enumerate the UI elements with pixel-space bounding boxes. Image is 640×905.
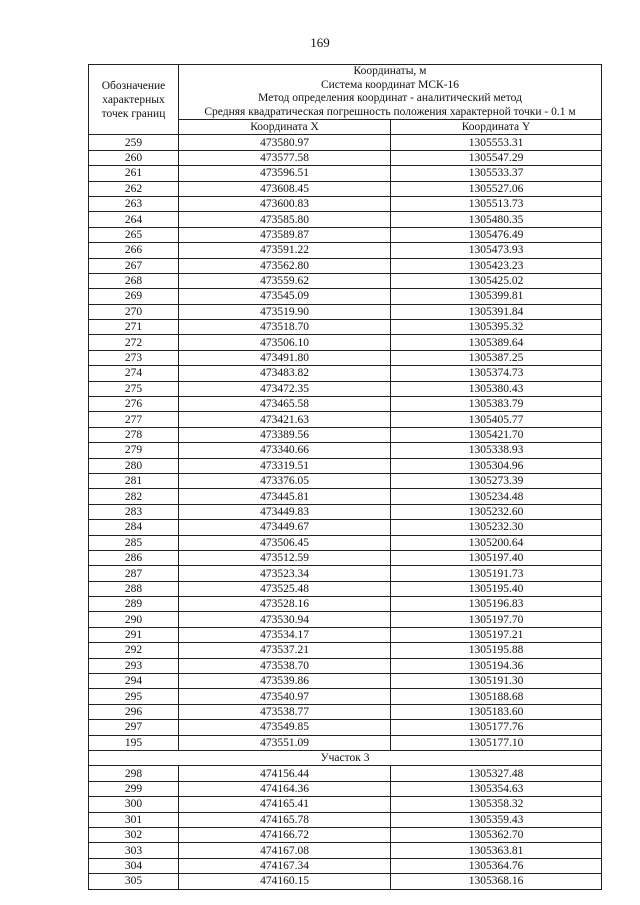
coord-y-cell: 1305177.10	[391, 735, 602, 750]
coord-x-cell: 473545.09	[179, 289, 391, 304]
coord-y-cell: 1305368.16	[391, 874, 602, 889]
header-line: Обозначение	[101, 79, 166, 92]
coord-y-cell: 1305374.73	[391, 366, 602, 381]
coord-x-cell: 473389.56	[179, 427, 391, 442]
coord-x-cell: 473376.05	[179, 473, 391, 488]
table-row	[89, 520, 602, 535]
coord-y-cell: 1305399.81	[391, 289, 602, 304]
coord-x-cell: 474167.08	[179, 843, 391, 858]
coord-x-cell: 474167.34	[179, 858, 391, 873]
table-row	[89, 212, 602, 227]
table-row	[89, 627, 602, 642]
coord-y-cell: 1305196.83	[391, 597, 602, 612]
coord-y-cell: 1305476.49	[391, 227, 602, 242]
coord-y-cell: 1305232.60	[391, 504, 602, 519]
table-row	[89, 797, 602, 812]
point-id-cell: 266	[89, 243, 179, 258]
point-id-cell: 284	[89, 520, 179, 535]
table-row	[89, 473, 602, 488]
coord-y-cell: 1305364.76	[391, 858, 602, 873]
point-id-cell: 265	[89, 227, 179, 242]
point-id-cell: 291	[89, 627, 179, 642]
table-row	[89, 720, 602, 735]
coord-x-cell: 473539.86	[179, 674, 391, 689]
coord-y-cell: 1305234.48	[391, 489, 602, 504]
coordinates-header	[179, 65, 602, 120]
coord-y-cell: 1305194.36	[391, 658, 602, 673]
coord-y-cell: 1305363.81	[391, 843, 602, 858]
point-id-cell: 277	[89, 412, 179, 427]
coord-x-cell: 474165.78	[179, 812, 391, 827]
coord-x-cell: 473585.80	[179, 212, 391, 227]
coord-y-cell: 1305513.73	[391, 196, 602, 211]
coord-y-cell: 1305338.93	[391, 443, 602, 458]
point-id-cell: 287	[89, 566, 179, 581]
table-row	[89, 689, 602, 704]
table-row	[89, 735, 602, 750]
table-row	[89, 597, 602, 612]
coord-x-cell: 474165.41	[179, 797, 391, 812]
table-body	[89, 135, 602, 889]
section-row	[89, 751, 602, 766]
coord-y-cell: 1305197.70	[391, 612, 602, 627]
coord-y-cell: 1305527.06	[391, 181, 602, 196]
point-id-cell: 286	[89, 550, 179, 565]
table-row	[89, 489, 602, 504]
table-row	[89, 566, 602, 581]
table-row	[89, 781, 602, 796]
point-id-cell: 288	[89, 581, 179, 596]
coord-x-cell: 473559.62	[179, 273, 391, 288]
point-id-cell: 273	[89, 350, 179, 365]
coord-x-cell: 473577.58	[179, 150, 391, 165]
point-id-cell: 275	[89, 381, 179, 396]
table-row	[89, 289, 602, 304]
table-row	[89, 273, 602, 288]
header-line: Система координат МСК-16	[320, 78, 460, 91]
point-id-cell: 269	[89, 289, 179, 304]
coord-x-cell: 473530.94	[179, 612, 391, 627]
coord-y-cell: 1305473.93	[391, 243, 602, 258]
table-row	[89, 827, 602, 842]
coord-x-cell: 473589.87	[179, 227, 391, 242]
point-id-cell: 283	[89, 504, 179, 519]
coord-x-cell: 474166.72	[179, 827, 391, 842]
point-id-cell: 295	[89, 689, 179, 704]
table-row	[89, 427, 602, 442]
point-id-cell: 302	[89, 827, 179, 842]
point-id-cell: 305	[89, 874, 179, 889]
table-row	[89, 550, 602, 565]
table-row	[89, 350, 602, 365]
coord-y-cell: 1305480.35	[391, 212, 602, 227]
table-row	[89, 504, 602, 519]
table-row	[89, 674, 602, 689]
point-id-cell: 276	[89, 397, 179, 412]
table-row	[89, 135, 602, 150]
header-line: точек границ	[101, 107, 166, 120]
table-row	[89, 150, 602, 165]
coord-y-cell: 1305273.39	[391, 473, 602, 488]
point-id-cell: 297	[89, 720, 179, 735]
point-id-cell: 298	[89, 766, 179, 781]
coord-x-cell: 473449.67	[179, 520, 391, 535]
point-id-cell: 279	[89, 443, 179, 458]
coord-y-cell: 1305423.23	[391, 258, 602, 273]
point-label-header	[89, 65, 179, 135]
coord-x-cell: 473465.58	[179, 397, 391, 412]
coord-y-cell: 1305232.30	[391, 520, 602, 535]
point-id-cell: 281	[89, 473, 179, 488]
coord-y-cell: 1305362.70	[391, 827, 602, 842]
point-id-cell: 274	[89, 366, 179, 381]
table-row	[89, 874, 602, 889]
header-line: характерных	[102, 93, 165, 106]
coord-y-cell: 1305191.73	[391, 566, 602, 581]
coord-x-cell: 474160.15	[179, 874, 391, 889]
point-id-cell: 293	[89, 658, 179, 673]
coord-x-cell: 473525.48	[179, 581, 391, 596]
table-row	[89, 366, 602, 381]
column-x-header: Координата X	[179, 120, 391, 135]
point-id-cell: 280	[89, 458, 179, 473]
table-row	[89, 658, 602, 673]
coord-y-cell: 1305354.63	[391, 781, 602, 796]
coord-x-cell: 473608.45	[179, 181, 391, 196]
point-id-cell: 270	[89, 304, 179, 319]
point-id-cell: 303	[89, 843, 179, 858]
table-row	[89, 227, 602, 242]
table-row	[89, 335, 602, 350]
coord-y-cell: 1305177.76	[391, 720, 602, 735]
coord-y-cell: 1305391.84	[391, 304, 602, 319]
coord-x-cell: 473538.70	[179, 658, 391, 673]
coord-y-cell: 1305359.43	[391, 812, 602, 827]
coord-y-cell: 1305553.31	[391, 135, 602, 150]
coord-x-cell: 473600.83	[179, 196, 391, 211]
coord-x-cell: 473580.97	[179, 135, 391, 150]
point-id-cell: 300	[89, 797, 179, 812]
coord-x-cell: 473319.51	[179, 458, 391, 473]
coord-y-cell: 1305197.21	[391, 627, 602, 642]
coord-y-cell: 1305383.79	[391, 397, 602, 412]
table-row	[89, 643, 602, 658]
table-row	[89, 166, 602, 181]
coord-x-cell: 473512.59	[179, 550, 391, 565]
coord-y-cell: 1305425.02	[391, 273, 602, 288]
table-row	[89, 412, 602, 427]
coord-y-cell: 1305358.32	[391, 797, 602, 812]
point-id-cell: 294	[89, 674, 179, 689]
table-row	[89, 858, 602, 873]
point-id-cell: 267	[89, 258, 179, 273]
column-y-header: Координата Y	[391, 120, 602, 135]
table-row	[89, 320, 602, 335]
coord-y-cell: 1305327.48	[391, 766, 602, 781]
coordinates-table	[88, 64, 602, 890]
coord-y-cell: 1305195.88	[391, 643, 602, 658]
coord-x-cell: 473549.85	[179, 720, 391, 735]
coord-y-cell: 1305304.96	[391, 458, 602, 473]
table-row	[89, 243, 602, 258]
coord-y-cell: 1305200.64	[391, 535, 602, 550]
coord-x-cell: 473534.17	[179, 627, 391, 642]
coord-y-cell: 1305547.29	[391, 150, 602, 165]
table-row	[89, 304, 602, 319]
coord-x-cell: 473506.10	[179, 335, 391, 350]
table-row	[89, 535, 602, 550]
table-row	[89, 612, 602, 627]
point-id-cell: 299	[89, 781, 179, 796]
coord-y-cell: 1305188.68	[391, 689, 602, 704]
table-row	[89, 704, 602, 719]
coord-y-cell: 1305389.64	[391, 335, 602, 350]
point-id-cell: 271	[89, 320, 179, 335]
point-id-cell: 195	[89, 735, 179, 750]
coord-y-cell: 1305197.40	[391, 550, 602, 565]
coord-y-cell: 1305533.37	[391, 166, 602, 181]
point-id-cell: 282	[89, 489, 179, 504]
point-id-cell: 290	[89, 612, 179, 627]
table-row	[89, 843, 602, 858]
table-row	[89, 258, 602, 273]
table-header	[89, 65, 602, 135]
coord-x-cell: 473591.22	[179, 243, 391, 258]
point-id-cell: 278	[89, 427, 179, 442]
point-id-cell: 301	[89, 812, 179, 827]
coord-x-cell: 473538.77	[179, 704, 391, 719]
table-row	[89, 458, 602, 473]
point-id-cell: 272	[89, 335, 179, 350]
coord-x-cell: 473340.66	[179, 443, 391, 458]
coord-x-cell: 474164.36	[179, 781, 391, 796]
point-id-cell: 264	[89, 212, 179, 227]
table-row	[89, 397, 602, 412]
coord-y-cell: 1305195.40	[391, 581, 602, 596]
point-id-cell: 263	[89, 196, 179, 211]
coord-x-cell: 473519.90	[179, 304, 391, 319]
point-id-cell: 261	[89, 166, 179, 181]
coord-y-cell: 1305380.43	[391, 381, 602, 396]
coord-y-cell: 1305387.25	[391, 350, 602, 365]
point-id-cell: 289	[89, 597, 179, 612]
point-id-cell: 304	[89, 858, 179, 873]
table-row	[89, 812, 602, 827]
coord-y-cell: 1305395.32	[391, 320, 602, 335]
coord-x-cell: 473523.34	[179, 566, 391, 581]
coord-x-cell: 473472.35	[179, 381, 391, 396]
coord-x-cell: 473518.70	[179, 320, 391, 335]
section-title: Участок 3	[89, 751, 602, 766]
point-id-cell: 259	[89, 135, 179, 150]
point-id-cell: 268	[89, 273, 179, 288]
table-row	[89, 766, 602, 781]
coord-x-cell: 473483.82	[179, 366, 391, 381]
coord-y-cell: 1305421.70	[391, 427, 602, 442]
coord-x-cell: 473551.09	[179, 735, 391, 750]
point-id-cell: 262	[89, 181, 179, 196]
header-line: Координаты, м	[353, 65, 427, 77]
coord-x-cell: 473540.97	[179, 689, 391, 704]
coord-y-cell: 1305405.77	[391, 412, 602, 427]
point-id-cell: 285	[89, 535, 179, 550]
point-id-cell: 296	[89, 704, 179, 719]
table-row	[89, 181, 602, 196]
coord-x-cell: 473506.45	[179, 535, 391, 550]
page-number: 169	[310, 35, 330, 50]
coord-x-cell: 473528.16	[179, 597, 391, 612]
coord-x-cell: 473562.80	[179, 258, 391, 273]
table-row	[89, 196, 602, 211]
coord-y-cell: 1305191.30	[391, 674, 602, 689]
table-row	[89, 443, 602, 458]
coord-x-cell: 473445.81	[179, 489, 391, 504]
header-line: Средняя квадратическая погрешность положения характерной точки - 0.1 м	[204, 105, 576, 118]
coord-x-cell: 474156.44	[179, 766, 391, 781]
coord-x-cell: 473537.21	[179, 643, 391, 658]
table-row	[89, 581, 602, 596]
header-line: Метод определения координат - аналитический метод	[258, 92, 522, 105]
coord-x-cell: 473491.80	[179, 350, 391, 365]
point-id-cell: 260	[89, 150, 179, 165]
coord-x-cell: 473421.63	[179, 412, 391, 427]
point-id-cell: 292	[89, 643, 179, 658]
coord-x-cell: 473449.83	[179, 504, 391, 519]
coord-y-cell: 1305183.60	[391, 704, 602, 719]
table-row	[89, 381, 602, 396]
coord-x-cell: 473596.51	[179, 166, 391, 181]
